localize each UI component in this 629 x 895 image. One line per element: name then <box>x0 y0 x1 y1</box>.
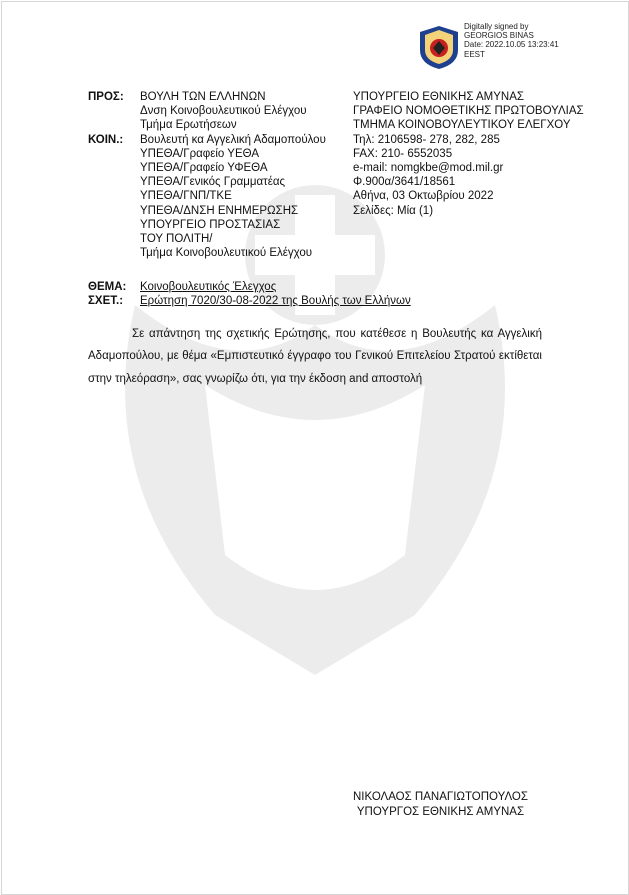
signature-line: EEST <box>464 49 485 59</box>
sender-line: Φ.900α/3641/18561 <box>353 176 456 189</box>
cc-line: ΥΠΟΥΡΓΕΙΟ ΠΡΟΣΤΑΣΙΑΣ <box>140 218 281 231</box>
cc-line: ΥΠΕΘΑ/Γραφείο ΥΦΕΘΑ <box>140 161 268 174</box>
sender-line: ΤΜΗΜΑ ΚΟΙΝΟΒΟΥΛΕΥΤΙΚΟΥ ΕΛΕΓΧΟΥ <box>353 119 571 132</box>
cc-line: ΥΠΕΘΑ/Γενικός Γραμματέας <box>140 176 286 189</box>
reference-text: Ερώτηση 7020/30-08-2022 της Βουλής των Ελλήνων <box>140 295 411 307</box>
signature-line: GEORGIOS BINAS <box>464 31 534 41</box>
cc-line: ΥΠΕΘΑ/ΓΝΠ/ΤΚΕ <box>140 190 232 203</box>
to-line: ΒΟΥΛΗ ΤΩΝ ΕΛΛΗΝΩΝ <box>140 91 266 103</box>
cc-block <box>140 133 326 261</box>
cc-line: ΥΠΕΘΑ/ΔΝΣΗ ΕΝΗΜΕΡΩΣΗΣ <box>140 204 299 217</box>
sender-block <box>353 90 584 218</box>
to-line: Τμήμα Ερωτήσεων <box>140 119 237 132</box>
sender-line: Σελίδες: Μία (1) <box>353 204 434 217</box>
to-label: ΠΡΟΣ: <box>88 91 124 103</box>
subject-text: Κοινοβουλευτικός Έλεγχος <box>140 281 277 293</box>
reference-label: ΣΧΕΤ.: <box>88 295 124 307</box>
sender-line: Τηλ: 2106598- 278, 282, 285 <box>353 133 500 146</box>
cc-line: Τμήμα Κοινοβουλευτικού Ελέγχου <box>140 247 313 260</box>
body-paragraph: Σε απάντηση της σχετικής Ερώτησης, που κατέθεσε η Βουλευτής κα Αγγελική Αδαμοπούλου, με θέμα «Εμπιστευτικό έγγραφο του Γενικού Επιτελείου Στρατού εκτίθεται στην τηλεόραση», σας γνωρίζω ότι, για την έκδοση and αποστολή <box>88 328 542 385</box>
signatory-title: ΥΠΟΥΡΓΟΣ ΕΘΝΙΚΗΣ ΑΜΥΝΑΣ <box>356 805 525 818</box>
sender-line: FAX: 210- 6552035 <box>353 147 453 160</box>
signatory-name: ΝΙΚΟΛΑΟΣ ΠΑΝΑΓΙΩΤΟΠΟΥΛΟΣ <box>353 791 528 803</box>
signature-line: Date: 2022.10.05 13:23:41 <box>464 40 559 50</box>
signature-line: Digitally signed by <box>464 22 529 31</box>
letter-body <box>88 323 542 390</box>
cc-line: Βουλευτή κα Αγγελική Αδαμοπούλου <box>140 133 326 146</box>
ministry-seal <box>418 24 460 70</box>
sender-line: ΓΡΑΦΕΙΟ ΝΟΜΟΘΕΤΙΚΗΣ ΠΡΩΤΟΒΟΥΛΙΑΣ <box>353 105 584 118</box>
signatory-block <box>353 790 528 819</box>
to-line: Δνση Κοινοβουλευτικού Ελέγχου <box>140 105 307 118</box>
cc-label: ΚΟΙΝ.: <box>88 133 124 146</box>
subject-label: ΘΕΜΑ: <box>88 281 127 293</box>
sender-line: Αθήνα, 03 Οκτωβρίου 2022 <box>353 190 494 203</box>
cc-line: ΥΠΕΘΑ/Γραφείο ΥΕΘΑ <box>140 147 260 160</box>
cc-line: ΤΟΥ ΠΟΛΙΤΗ/ <box>140 232 213 245</box>
digital-signature <box>464 22 559 59</box>
sender-line: ΥΠΟΥΡΓΕΙΟ ΕΘΝΙΚΗΣ ΑΜΥΝΑΣ <box>353 91 524 103</box>
to-block <box>140 90 307 133</box>
sender-line: e-mail: nomgkbe@mod.mil.gr <box>353 161 504 174</box>
